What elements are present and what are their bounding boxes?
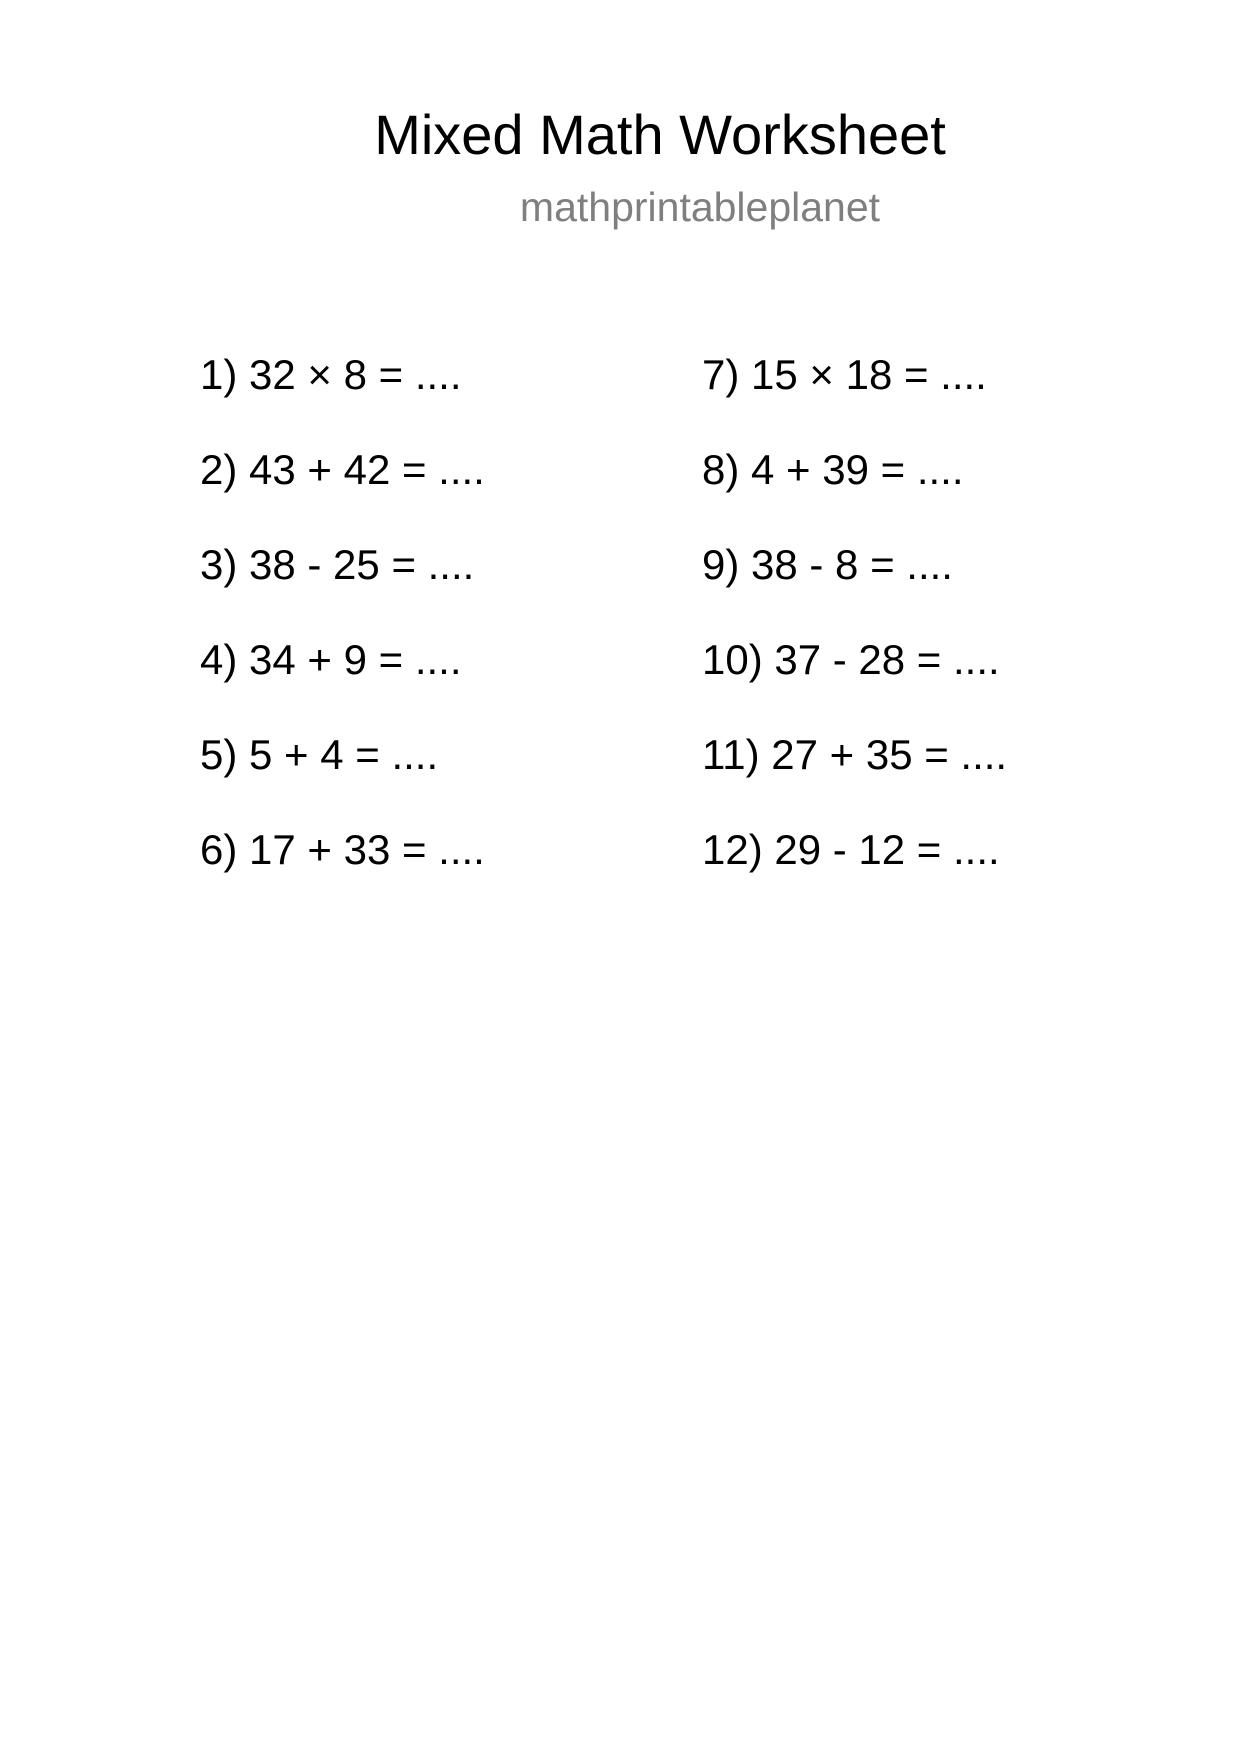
problem-5: 5) 5 + 4 = .... (200, 731, 439, 778)
problem-1: 1) 32 × 8 = .... (200, 351, 462, 398)
worksheet-title: Mixed Math Worksheet (374, 103, 946, 166)
problem-12: 12) 29 - 12 = .... (702, 826, 1000, 873)
problem-column-right (702, 350, 1182, 920)
problem-9: 9) 38 - 8 = .... (702, 541, 953, 588)
problem-4: 4) 34 + 9 = .... (200, 636, 462, 683)
problem-6: 6) 17 + 33 = .... (200, 826, 485, 873)
problem-3: 3) 38 - 25 = .... (200, 541, 475, 588)
problem-10: 10) 37 - 28 = .... (702, 636, 1000, 683)
worksheet-source: mathprintableplanet (519, 184, 881, 230)
problem-8: 8) 4 + 39 = .... (702, 446, 964, 493)
problem-11: 11) 27 + 35 = .... (702, 731, 1008, 778)
problem-2: 2) 43 + 42 = .... (200, 446, 485, 493)
problem-7: 7) 15 × 18 = .... (702, 351, 987, 398)
problem-column-left (200, 350, 680, 920)
